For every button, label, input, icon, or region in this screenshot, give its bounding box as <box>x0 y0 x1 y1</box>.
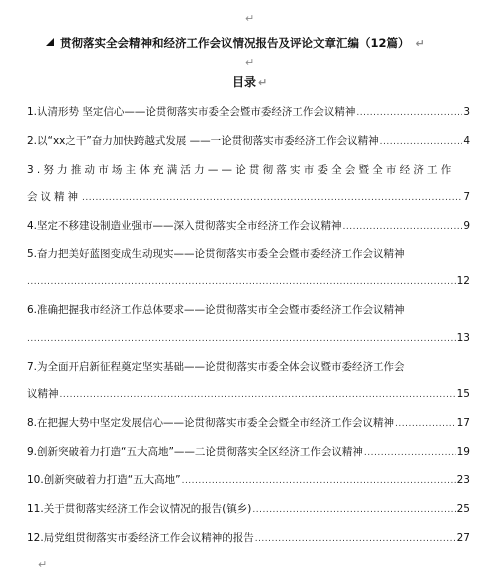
document-title-text: 贯彻落实全会精神和经济工作会议情况报告及评论文章汇编（12篇） <box>60 36 410 50</box>
toc-entry-3-line1[interactable] <box>27 162 470 178</box>
toc-entry-6-line2[interactable] <box>27 330 470 346</box>
toc-leader-dots <box>343 219 463 235</box>
toc-entry-text: 7.为全面开启新征程奠定坚实基础——论贯彻落实市委全体会议暨市委经济工作会 <box>27 361 405 373</box>
toc-leader-dots <box>27 274 456 290</box>
toc-entry-text: 8.在把握大势中坚定发展信心——论贯彻落实市委全会暨全市经济工作会议精神 <box>27 417 395 429</box>
toc-leader-dots <box>364 445 456 461</box>
toc-entry-page: 9 <box>463 220 470 232</box>
document-title <box>46 35 496 51</box>
toc-entry-page: 19 <box>456 446 470 458</box>
toc-leader-dots <box>252 502 455 518</box>
toc-entry-page: 15 <box>456 388 470 400</box>
toc-entry-page: 25 <box>456 503 470 515</box>
toc-entry-text: 会议精神 <box>27 191 81 203</box>
toc-entry-7-line2[interactable] <box>27 386 470 402</box>
toc-entry-page: 13 <box>456 332 470 344</box>
paragraph-mark-icon: ↵ <box>38 558 48 571</box>
toc-entry-page: 4 <box>463 135 470 147</box>
toc-entry-12[interactable] <box>27 530 470 546</box>
toc-entry-page: 23 <box>456 474 470 486</box>
toc-entry-4[interactable] <box>27 218 470 234</box>
toc-leader-dots <box>182 473 456 489</box>
toc-leader-dots <box>356 105 462 121</box>
toc-entry-10[interactable] <box>27 472 470 488</box>
toc-leader-dots <box>380 134 463 150</box>
toc-entry-text: 11.关于贯彻落实经济工作会议情况的报告(镇乡) <box>27 503 252 515</box>
toc-leader-dots <box>27 331 456 347</box>
toc-entry-page: 12 <box>456 275 470 287</box>
toc-entry-text: 4.坚定不移建设制造业强市——深入贯彻落实全市经济工作会议精神 <box>27 220 342 232</box>
toc-leader-dots <box>60 387 456 403</box>
paragraph-mark-icon: ↵ <box>415 37 425 50</box>
paragraph-mark-icon: ↵ <box>258 76 268 89</box>
toc-leader-dots <box>255 531 456 547</box>
toc-entry-3-line2[interactable] <box>27 189 470 205</box>
toc-entry-5-line1[interactable] <box>27 246 470 262</box>
toc-entry-text: 10.创新突破着力打造“五大高地” <box>27 474 181 486</box>
paragraph-mark-icon: ↵ <box>245 56 255 69</box>
paragraph-mark-icon: ↵ <box>245 12 255 25</box>
toc-entry-6-line1[interactable] <box>27 302 470 318</box>
toc-entry-text: 议精神 <box>27 388 59 400</box>
toc-entry-11[interactable] <box>27 501 470 517</box>
toc-leader-dots <box>82 190 462 206</box>
toc-heading <box>232 74 267 90</box>
toc-entry-text: 3.努力推动市场主体充满活力——论贯彻落实市委全会暨全市经济工作 <box>27 164 455 176</box>
toc-entry-text: 2.以“xx之干”奋力加快跨越式发展 ——一论贯彻落实市委经济工作会议精神 <box>27 135 379 147</box>
toc-entry-2[interactable] <box>27 133 470 149</box>
toc-entry-5-line2[interactable] <box>27 273 470 289</box>
toc-entry-text: 5.奋力把美好蓝图变成生动现实——论贯彻落实市委全会暨市委经济工作会议精神 <box>27 248 405 260</box>
toc-entry-page: 3 <box>463 106 470 118</box>
toc-entry-text: 1.认清形势 坚定信心——论贯彻落实市委全会暨市委经济工作会议精神 <box>27 106 356 118</box>
toc-entry-text: 12.局党组贯彻落实市委经济工作会议精神的报告 <box>27 532 254 544</box>
toc-entry-8[interactable] <box>27 415 470 431</box>
toc-leader-dots <box>395 416 456 432</box>
toc-entry-page: 7 <box>463 191 470 203</box>
toc-heading-text: 目录 <box>232 75 257 89</box>
toc-entry-7-line1[interactable] <box>27 359 470 375</box>
toc-entry-1[interactable] <box>27 104 470 120</box>
collapse-triangle-icon[interactable] <box>46 38 54 46</box>
toc-entry-text: 9.创新突破着力打造“五大高地”——二论贯彻落实全区经济工作会议精神 <box>27 446 363 458</box>
toc-entry-page: 27 <box>456 532 470 544</box>
toc-entry-9[interactable] <box>27 444 470 460</box>
toc-entry-text: 6.准确把握我市经济工作总体要求——论贯彻落实市全会暨市委经济工作会议精神 <box>27 304 405 316</box>
toc-entry-page: 17 <box>456 417 470 429</box>
